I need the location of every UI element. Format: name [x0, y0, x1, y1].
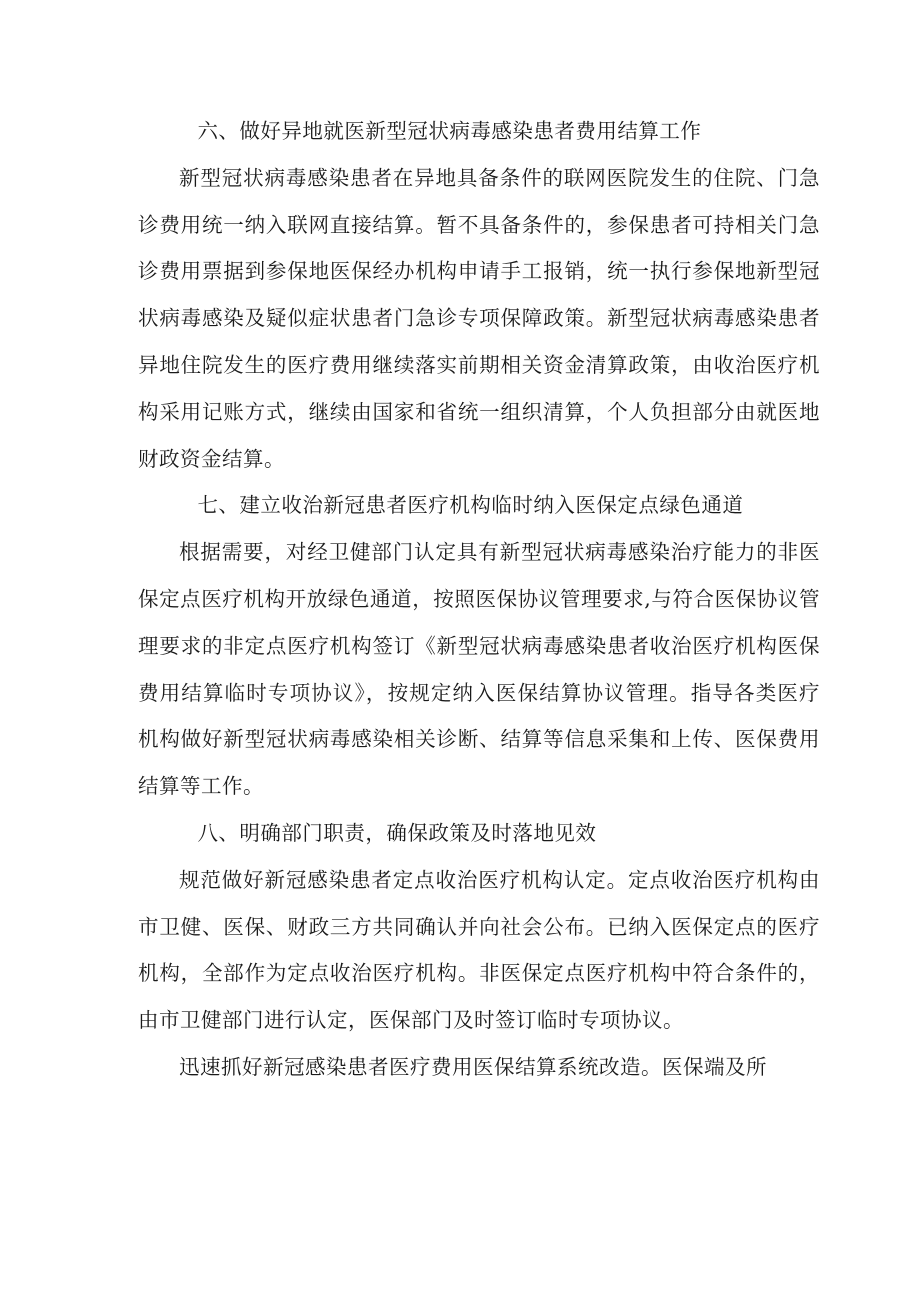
section-heading-6: 六、做好异地就医新型冠状病毒感染患者费用结算工作 [197, 119, 702, 143]
section-heading-7: 七、建立收治新冠患者医疗机构临时纳入医保定点绿色通道 [197, 493, 744, 518]
section-8-paragraph-2: 迅速抓好新冠感染患者医疗费用医保结算系统改造。医保端及所 [179, 1054, 767, 1079]
section-8-paragraph-1: 规范做好新冠感染患者定点收治医疗机构认定。定点收治医疗机构由市卫健、医保、财政三方共同确认并向社会公布。已纳入医保定点的医疗机构，全部作为定点收治医疗机构。非医保定点医疗机构中符合条件的，由市卫健部门进行认定，医保部门及时签订临时专项协议。 [138, 867, 820, 1033]
section-6-paragraph-1: 新型冠状病毒感染患者在异地具备条件的联网医院发生的住院、门急诊费用统一纳入联网直接结算。暂不具备条件的，参保患者可持相关门急诊费用票据到参保地医保经办机构申请手工报销，统一执行参保地新型冠状病毒感染及疑似症状患者门急诊专项保障政策。新型冠状病毒感染患者异地住院发生的医疗费用继续落实前期相关资金清算政策，由收治医疗机构采用记账方式，继续由国家和省统一组织清算，个人负担部分由就医地财政资金结算。 [138, 165, 820, 471]
section-heading-8: 八、明确部门职责，确保政策及时落地见效 [197, 820, 597, 845]
section-7-paragraph-1: 根据需要，对经卫健部门认定具有新型冠状病毒感染治疗能力的非医保定点医疗机构开放绿色通道，按照医保协议管理要求,与符合医保协议管理要求的非定点医疗机构签订《新型冠状病毒感染患者收治医疗机构医保费用结算临时专项协议》，按规定纳入医保结算协议管理。指导各类医疗机构做好新型冠状病毒感染相关诊断、结算等信息采集和上传、医保费用结算等工作。 [138, 540, 820, 799]
